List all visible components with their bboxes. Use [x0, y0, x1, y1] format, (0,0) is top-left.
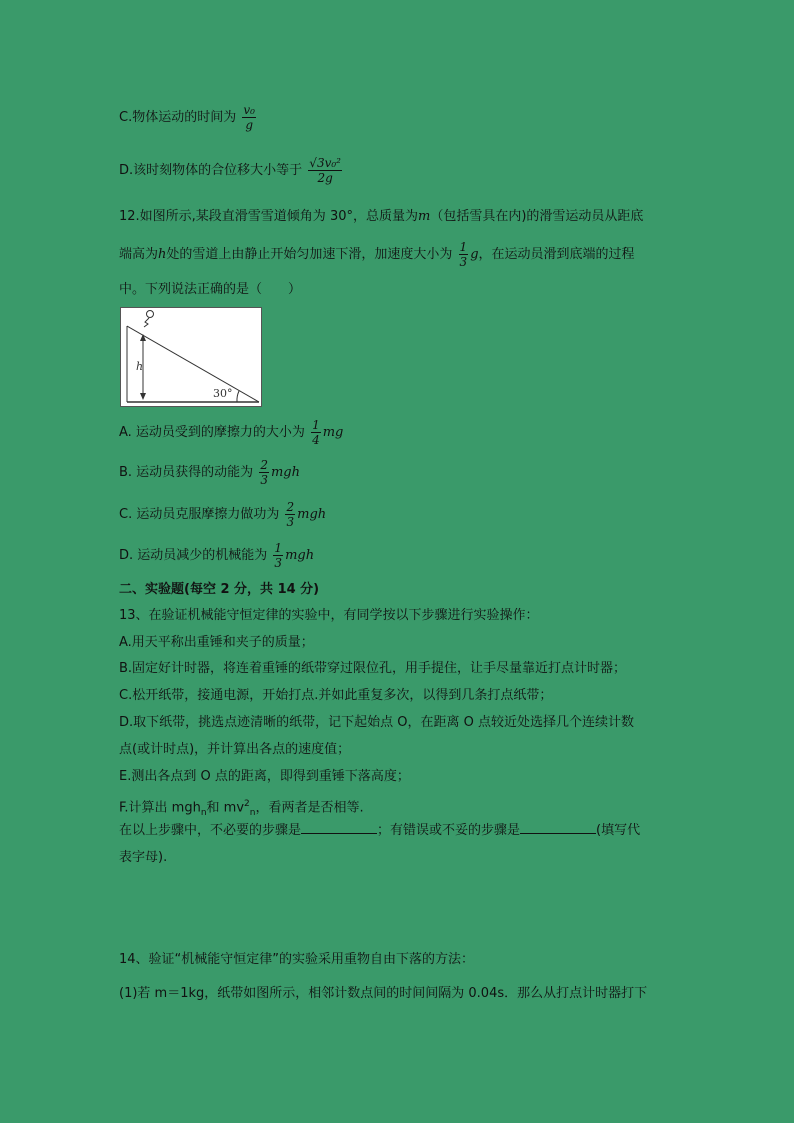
height-label: h: [136, 360, 144, 373]
q13-stem: 13、在验证机械能守恒定律的实验中，有同学按以下步骤进行实验操作：: [119, 608, 539, 623]
q13-answer-line: 在以上步骤中，不必要的步骤是 ；有错误或不妥的步骤是 (填写代: [119, 823, 641, 838]
q13-step-c: C.松开纸带，接通电源，开始打点.并如此重复多次，以得到几条打点纸带；: [119, 688, 553, 703]
fraction: $\frac{\text{√3v₀²}}{2g}$: [309, 156, 341, 185]
q12-stem-line-2: 端高为h处的雪道上由静止开始匀加速下滑，加速度大小为 $\frac{1}{3}$ g，在运动员滑到底端的过程: [119, 240, 635, 269]
q13-answer-line-2: 表字母).: [119, 850, 168, 865]
fraction: $\frac{1}{3}$: [459, 240, 468, 269]
q13-step-b: B.固定好计时器，将连着重锤的纸带穿过限位孔，用手提住，让手尽量靠近打点计时器；: [119, 661, 627, 676]
arrow-down-icon: [140, 393, 146, 400]
q13-step-d-line1: D.取下纸带，挑选点迹清晰的纸带，记下起始点 O，在距离 O 点较近处选择几个连续计数: [119, 715, 635, 730]
q12-option-c: C. 运动员克服摩擦力做功为 $\frac{2}{3}$ mgh: [119, 500, 327, 529]
q11-option-c: C.物体运动的时间为 $\frac{\text{v₀}}{g}$: [119, 103, 255, 132]
q13-step-e: E.测出各点到 O 点的距离，即得到重锤下落高度；: [119, 769, 410, 784]
slope-line: [127, 326, 259, 402]
q12-option-d: D. 运动员减少的机械能为 $\frac{1}{3}$ mgh: [119, 541, 315, 570]
skier-body-icon: [144, 318, 149, 327]
slope-diagram: [120, 307, 262, 407]
q11-option-d: D.该时刻物体的合位移大小等于 $\frac{\text{√3v₀²}}{2g}$: [119, 156, 341, 185]
q12-option-a: A. 运动员受到的摩擦力的大小为 $\frac{1}{4}$ mg: [119, 418, 344, 447]
angle-label: 30°: [213, 387, 233, 400]
q14-stem: 14、验证“机械能守恒定律”的实验采用重物自由下落的方法：: [119, 952, 475, 967]
q13-step-d-line2: 点(或计时点)，并计算出各点的速度值；: [119, 742, 351, 757]
answer-blank-2[interactable]: [520, 821, 596, 834]
q12-stem-line-3: 中。下列说法正确的是（ ）: [119, 282, 302, 297]
q14-part1: (1)若 m＝1kg，纸带如图所示，相邻计数点间的时间间隔为 0.04s．那么从打点计时器打下: [119, 986, 648, 1001]
fraction: $\frac{1}{4}$: [312, 418, 320, 447]
skier-head-icon: [147, 311, 154, 318]
incline-svg: [121, 308, 261, 406]
answer-blank-1[interactable]: [301, 821, 377, 834]
arrow-up-icon: [140, 334, 146, 341]
fraction: $\frac{2}{3}$: [260, 458, 268, 487]
q12-option-b: B. 运动员获得的动能为 $\frac{2}{3}$ mgh: [119, 458, 300, 487]
q13-step-a: A.用天平称出重锤和夹子的质量；: [119, 635, 314, 650]
section-title: 二、实验题(每空 2 分，共 14 分): [119, 582, 320, 597]
fraction: $\frac{\text{v₀}}{g}$: [243, 103, 255, 132]
fraction: $\frac{2}{3}$: [286, 500, 295, 529]
angle-arc: [237, 391, 239, 402]
q12-stem-line-1: 12.如图所示,某段直滑雪雪道倾角为 30°，总质量为m（包括雪具在内)的滑雪运动员从距底: [119, 209, 644, 224]
q13-step-f: F.计算出 mgh$_n$和 $mv^2_n$，看两者是否相等.: [119, 799, 364, 818]
fraction: $\frac{1}{3}$: [274, 541, 283, 570]
